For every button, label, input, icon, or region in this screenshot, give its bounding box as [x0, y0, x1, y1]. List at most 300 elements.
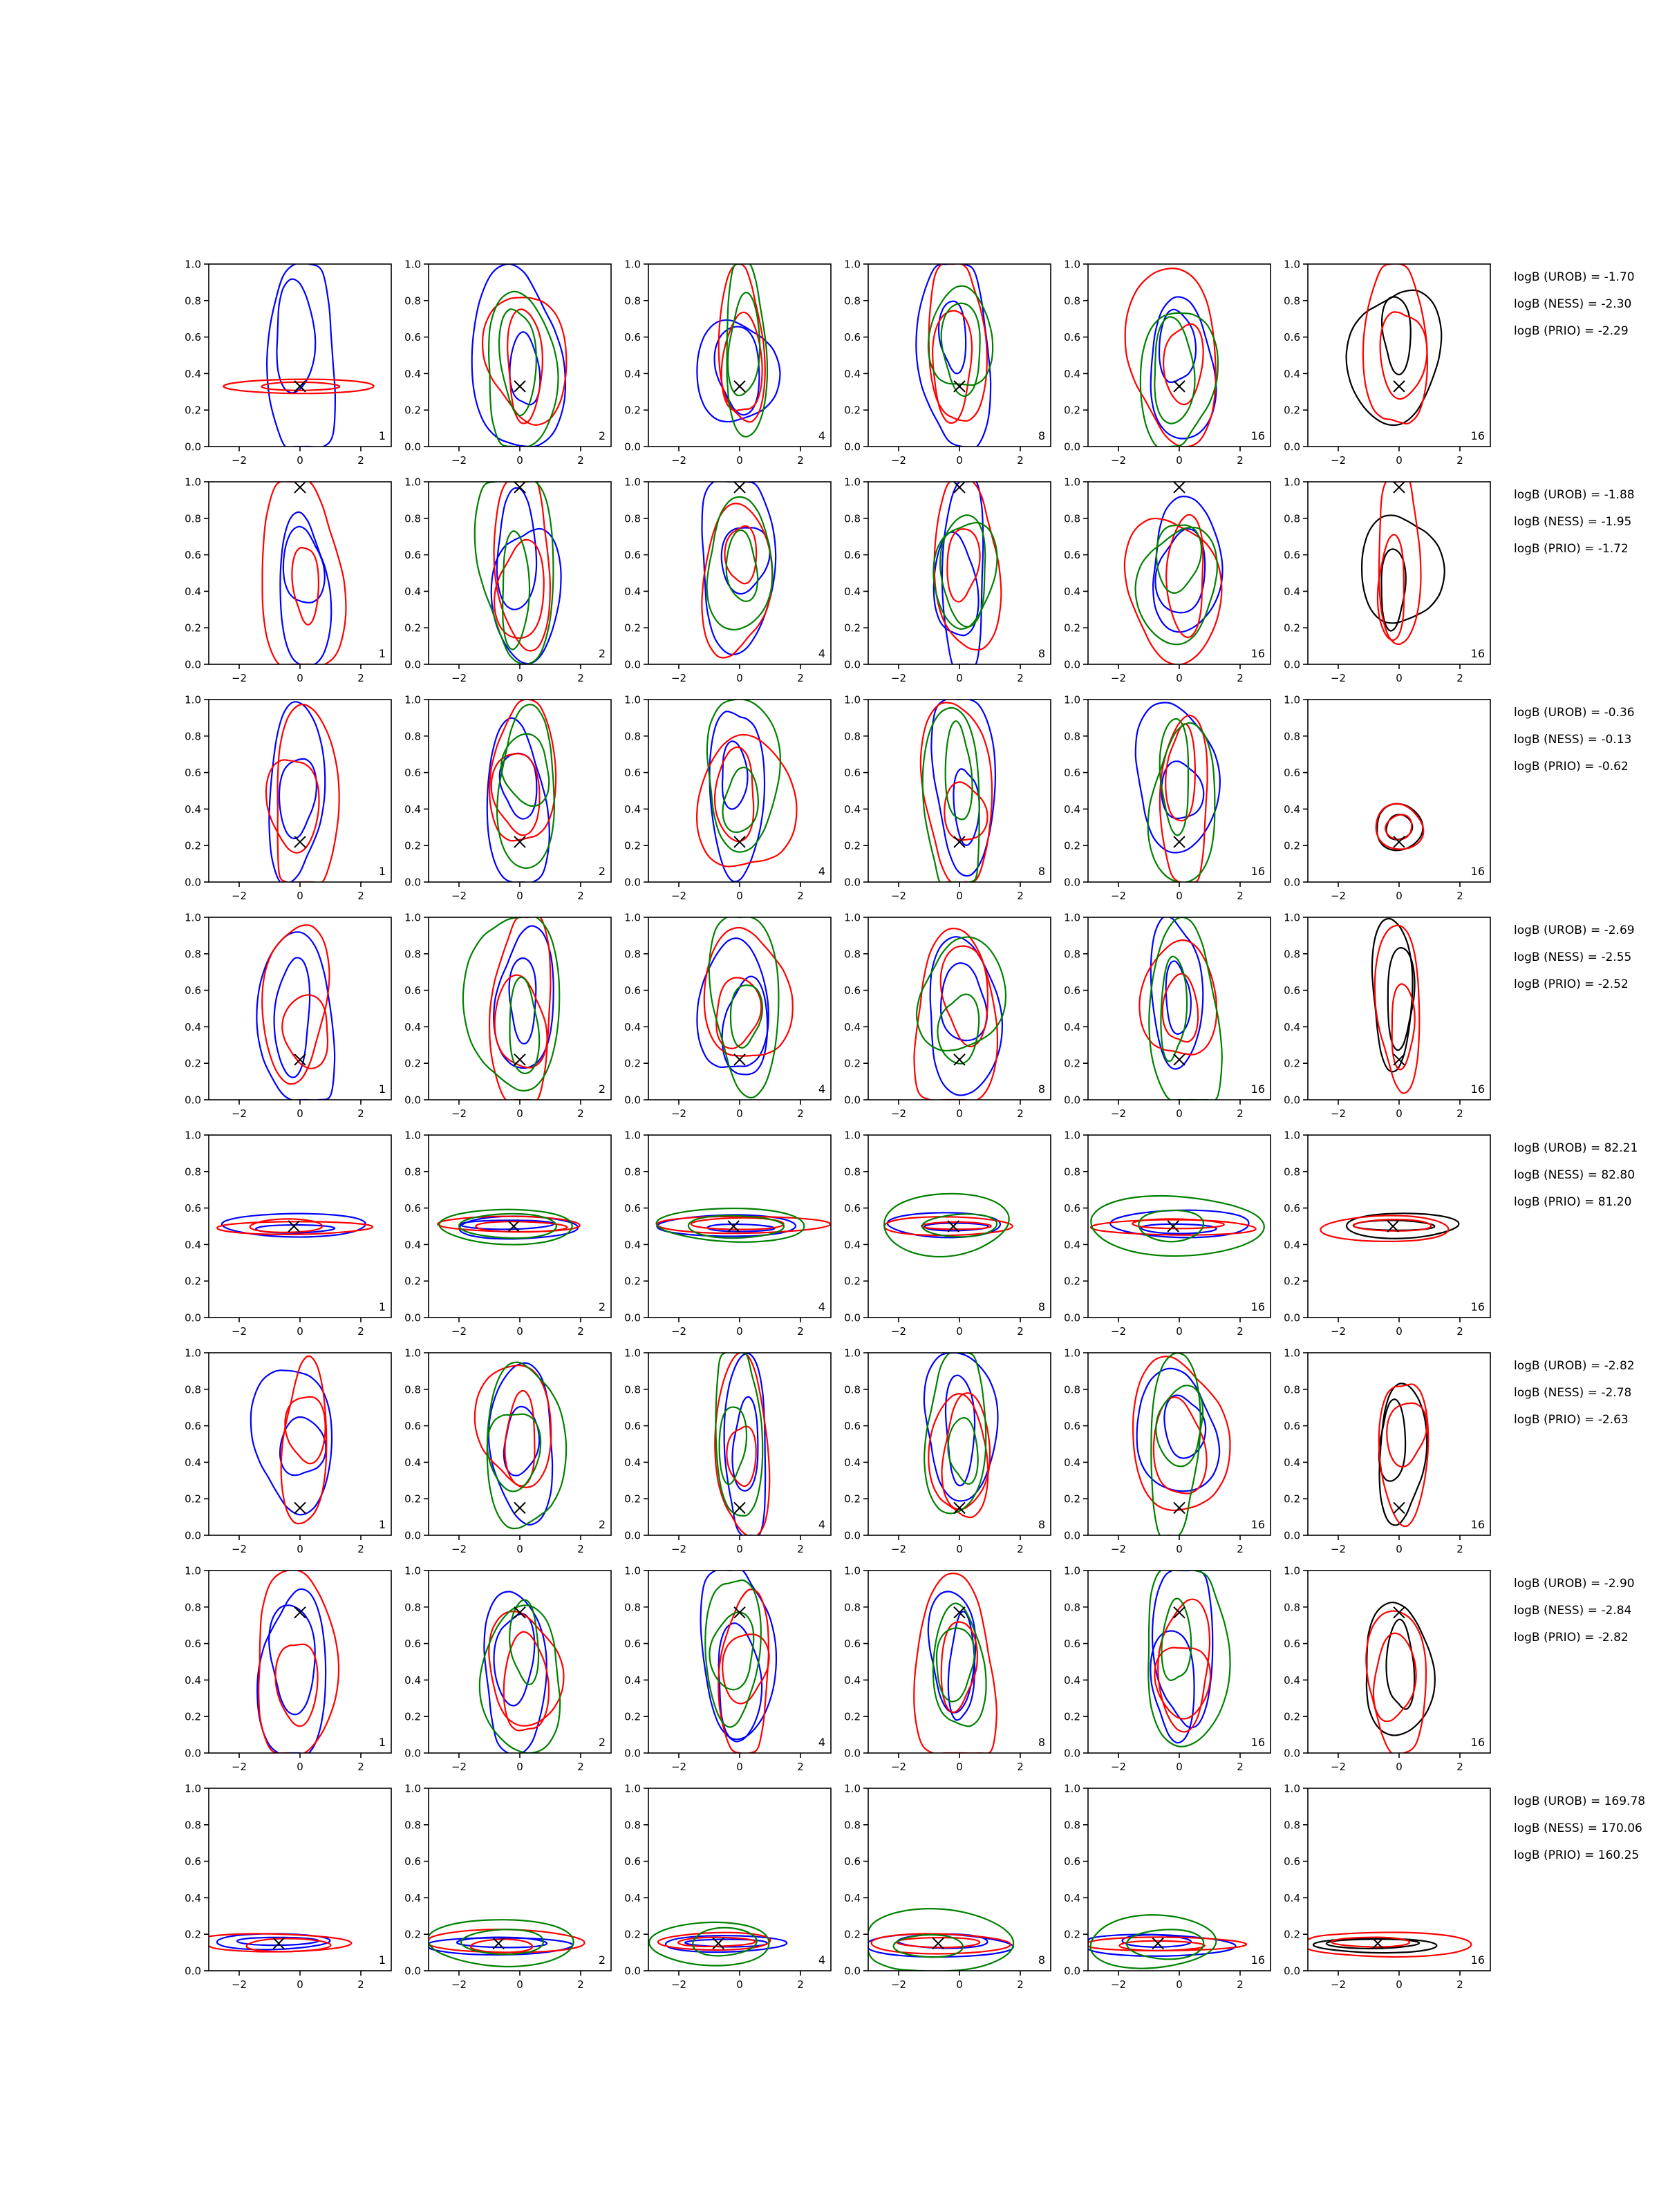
panel-label: 8 — [1038, 1082, 1045, 1096]
y-tick-label: 0.2 — [624, 1057, 641, 1070]
x-tick-label: −2 — [1330, 1325, 1347, 1338]
contour-red-level-2 — [507, 309, 543, 423]
contour-group — [702, 480, 776, 657]
contour-green-level-1 — [1141, 313, 1218, 448]
contour-group — [475, 480, 561, 664]
y-tick-label: 0.6 — [404, 1638, 421, 1651]
x-tick-label: −2 — [890, 1761, 907, 1773]
y-tick-label: 0.4 — [185, 1891, 201, 1904]
y-tick-label: 0.4 — [1284, 803, 1300, 816]
y-tick-label: 0.6 — [624, 1638, 641, 1651]
y-tick-label: 0.2 — [1284, 839, 1300, 852]
contour-green-level-2 — [461, 1929, 543, 1954]
x-tick-label: 2 — [1237, 1543, 1244, 1555]
y-tick-label: 0.4 — [1284, 367, 1300, 380]
axes-frame — [429, 917, 611, 1100]
contour-group — [487, 700, 556, 883]
x-tick-label: 2 — [1456, 1543, 1463, 1555]
x-tick-label: 2 — [797, 454, 804, 467]
x-tick-label: −2 — [231, 1543, 247, 1555]
contour-red-level-1 — [935, 480, 1002, 650]
contour-green-level-1 — [1091, 1196, 1264, 1256]
y-tick-label: 1.0 — [1284, 693, 1300, 706]
panel-label: 16 — [1470, 647, 1485, 660]
y-tick-label: 0.4 — [1064, 1456, 1080, 1469]
panel-label: 1 — [378, 1953, 386, 1967]
row-6-annotations — [1514, 1359, 1635, 1427]
x-tick-label: 0 — [297, 1543, 303, 1555]
x-tick-label: −2 — [890, 1107, 907, 1120]
y-tick-label: 0.6 — [624, 331, 641, 344]
panel-label: 8 — [1038, 1736, 1045, 1749]
contour-green-level-2 — [941, 303, 980, 396]
y-tick-label: 0.0 — [844, 1529, 861, 1542]
y-tick-label: 0.8 — [185, 1165, 201, 1179]
y-tick-label: 0.2 — [624, 404, 641, 417]
contour-red-level-2 — [495, 975, 547, 1068]
x-tick-label: 0 — [516, 890, 523, 902]
x-tick-label: −2 — [890, 890, 907, 902]
contour-green-level-2 — [1161, 957, 1187, 1062]
y-tick-label: 1.0 — [624, 1129, 641, 1142]
contour-red-level-1 — [262, 925, 329, 1084]
y-tick-label: 1.0 — [1064, 911, 1080, 924]
y-tick-label: 0.0 — [844, 1747, 861, 1760]
axes-frame — [429, 482, 611, 664]
row-1-annotations — [1514, 270, 1635, 338]
contour-blue-level-2 — [500, 753, 537, 819]
x-tick-label: 0 — [297, 1107, 303, 1120]
logb-annotation: logB (NESS) = -2.30 — [1514, 297, 1632, 311]
x-tick-label: 2 — [357, 672, 364, 684]
contour-group — [1362, 480, 1445, 644]
x-tick-label: −2 — [890, 1978, 907, 1991]
y-tick-label: 0.0 — [844, 1311, 861, 1324]
panel-r3-c3 — [624, 694, 831, 903]
x-tick-label: 2 — [1237, 1107, 1244, 1120]
truth-marker — [734, 836, 745, 847]
x-tick-label: 0 — [1176, 1325, 1183, 1338]
axes-frame — [429, 264, 611, 447]
y-tick-label: 1.0 — [404, 1564, 421, 1577]
y-tick-label: 0.6 — [1064, 331, 1080, 344]
logb-annotation: logB (NESS) = -2.84 — [1514, 1604, 1632, 1618]
y-tick-label: 0.0 — [844, 658, 861, 671]
y-tick-label: 0.2 — [844, 1275, 861, 1288]
panel-r2-c2 — [404, 476, 611, 685]
y-tick-label: 0.4 — [624, 585, 641, 598]
x-tick-label: 2 — [1237, 890, 1244, 902]
contour-group — [256, 925, 335, 1100]
y-tick-label: 0.2 — [185, 1492, 201, 1506]
contour-green-level-2 — [503, 531, 529, 649]
truth-marker — [273, 1938, 284, 1949]
y-tick-label: 1.0 — [185, 258, 201, 271]
panel-r1-c1 — [185, 259, 391, 467]
contour-red-level-1 — [914, 928, 997, 1100]
axes-frame — [209, 700, 391, 882]
x-tick-label: 2 — [357, 1761, 364, 1773]
logb-annotation: logB (NESS) = -2.78 — [1514, 1386, 1632, 1400]
y-tick-label: 0.8 — [624, 948, 641, 961]
panel-r6-c5 — [1064, 1347, 1271, 1556]
panel-r1-c3 — [624, 259, 831, 467]
contour-group — [1087, 1915, 1246, 1968]
panel-r4-c1 — [185, 912, 391, 1121]
y-tick-label: 0.0 — [1284, 1747, 1300, 1760]
y-tick-label: 0.0 — [404, 1311, 421, 1324]
panel-label: 2 — [598, 647, 606, 660]
x-tick-label: 0 — [956, 890, 963, 902]
panel-label: 1 — [378, 1300, 386, 1313]
y-tick-label: 0.4 — [844, 1238, 861, 1251]
y-tick-label: 0.8 — [404, 294, 421, 308]
y-tick-label: 0.8 — [844, 512, 861, 525]
y-tick-label: 0.0 — [624, 1094, 641, 1107]
y-tick-label: 0.4 — [844, 1891, 861, 1904]
y-tick-label: 0.2 — [1064, 1710, 1080, 1723]
panel-label: 4 — [818, 1736, 825, 1749]
y-tick-label: 0.8 — [844, 1383, 861, 1396]
x-tick-label: 0 — [297, 672, 303, 684]
y-tick-label: 0.4 — [1064, 803, 1080, 816]
x-tick-label: 2 — [1456, 1107, 1463, 1120]
x-tick-label: 0 — [956, 1107, 963, 1120]
contour-red-level-2 — [1380, 312, 1427, 399]
y-tick-label: 1.0 — [624, 1782, 641, 1795]
y-tick-label: 0.4 — [404, 585, 421, 598]
y-tick-label: 1.0 — [1064, 1129, 1080, 1142]
x-tick-label: −2 — [451, 1107, 467, 1120]
contour-red-level-2 — [724, 526, 756, 583]
panel-r6-c6 — [1284, 1347, 1490, 1556]
y-tick-label: 0.4 — [404, 1456, 421, 1469]
y-tick-label: 0.4 — [1284, 1020, 1300, 1033]
x-tick-label: −2 — [1110, 1543, 1127, 1555]
y-tick-label: 0.0 — [624, 1747, 641, 1760]
y-tick-label: 0.4 — [844, 1674, 861, 1687]
panel-label: 2 — [598, 1736, 606, 1749]
contour-group — [914, 1573, 997, 1754]
y-tick-label: 0.6 — [1284, 549, 1300, 562]
panel-label: 16 — [1470, 1518, 1485, 1531]
y-tick-label: 0.2 — [404, 839, 421, 852]
panel-label: 8 — [1038, 647, 1045, 660]
panel-label: 16 — [1250, 1953, 1265, 1967]
y-tick-label: 0.2 — [1284, 1928, 1300, 1941]
x-tick-label: −2 — [1330, 1761, 1347, 1773]
panel-r8-c3 — [624, 1783, 831, 1991]
contour-blue-level-2 — [941, 963, 987, 1040]
x-tick-label: 2 — [797, 1978, 804, 1991]
contour-green-level-1 — [1149, 917, 1221, 1101]
y-tick-label: 1.0 — [844, 693, 861, 706]
y-tick-label: 0.4 — [1064, 1238, 1080, 1251]
panel-r7-c1 — [185, 1565, 391, 1774]
contour-red-level-1 — [928, 1394, 988, 1517]
y-tick-label: 0.6 — [185, 767, 201, 780]
axes-frame — [1308, 264, 1490, 447]
contour-red-level-1 — [489, 1611, 563, 1725]
x-tick-label: 2 — [1017, 1325, 1024, 1338]
y-tick-label: 0.4 — [404, 1020, 421, 1033]
x-tick-label: −2 — [1330, 454, 1347, 467]
x-tick-label: 2 — [1017, 1107, 1024, 1120]
panel-r5-c3 — [624, 1130, 831, 1338]
contour-red-level-1 — [1125, 268, 1216, 447]
y-tick-label: 0.6 — [185, 549, 201, 562]
x-tick-label: −2 — [1110, 1761, 1127, 1773]
y-tick-label: 0.6 — [404, 1855, 421, 1868]
truth-marker — [1394, 1607, 1405, 1618]
y-tick-label: 0.0 — [1064, 440, 1080, 453]
y-tick-label: 0.2 — [1064, 1492, 1080, 1506]
contour-group — [1091, 1196, 1264, 1256]
truth-marker — [514, 1607, 525, 1618]
row-3-annotations — [1514, 706, 1635, 774]
y-tick-label: 0.6 — [624, 1855, 641, 1868]
contour-blue-level-2 — [276, 279, 315, 393]
y-tick-label: 0.4 — [404, 1674, 421, 1687]
y-tick-label: 0.4 — [624, 1674, 641, 1687]
x-tick-label: 0 — [736, 672, 743, 684]
contour-group — [257, 1570, 339, 1754]
y-tick-label: 0.6 — [404, 1420, 421, 1433]
panel-r5-c6 — [1284, 1130, 1490, 1338]
contour-red-level-1 — [1087, 1937, 1246, 1951]
x-tick-label: 0 — [736, 1761, 743, 1773]
y-tick-label: 1.0 — [1284, 258, 1300, 271]
y-tick-label: 0.2 — [1284, 621, 1300, 635]
contour-green-level-1 — [428, 1920, 573, 1967]
y-tick-label: 0.2 — [844, 1928, 861, 1941]
y-tick-label: 0.0 — [185, 1311, 201, 1324]
logb-annotation: logB (UROB) = 169.78 — [1514, 1794, 1646, 1808]
y-tick-label: 1.0 — [1064, 1564, 1080, 1577]
truth-marker — [954, 836, 965, 847]
logb-annotation: logB (PRIO) = -2.63 — [1514, 1413, 1629, 1427]
y-tick-label: 0.0 — [404, 1094, 421, 1107]
y-tick-label: 1.0 — [185, 1347, 201, 1360]
x-tick-label: 0 — [516, 1978, 523, 1991]
y-tick-label: 0.4 — [185, 1020, 201, 1033]
x-tick-label: 2 — [1456, 672, 1463, 684]
y-tick-label: 0.0 — [1284, 1529, 1300, 1542]
x-tick-label: 0 — [297, 1325, 303, 1338]
y-tick-label: 0.2 — [404, 1492, 421, 1506]
y-tick-label: 0.4 — [624, 803, 641, 816]
x-tick-label: 2 — [357, 890, 364, 902]
panel-label: 1 — [378, 1518, 386, 1531]
y-tick-label: 0.0 — [185, 440, 201, 453]
y-tick-label: 0.6 — [185, 1855, 201, 1868]
y-tick-label: 0.6 — [404, 331, 421, 344]
y-tick-label: 0.2 — [1064, 1057, 1080, 1070]
contour-green-level-2 — [1161, 1598, 1191, 1680]
x-tick-label: 2 — [1237, 672, 1244, 684]
x-tick-label: 2 — [1237, 1325, 1244, 1338]
panel-label: 2 — [598, 1300, 606, 1313]
logb-annotation: logB (UROB) = 82.21 — [1514, 1141, 1638, 1155]
y-tick-label: 0.2 — [185, 1057, 201, 1070]
y-tick-label: 0.6 — [185, 331, 201, 344]
y-tick-label: 0.8 — [1284, 1819, 1300, 1832]
panel-r8-c5 — [1064, 1783, 1271, 1991]
y-tick-label: 0.2 — [1064, 1275, 1080, 1288]
contour-blue-level-1 — [489, 1363, 552, 1525]
y-tick-label: 0.4 — [1284, 1456, 1300, 1469]
axes-frame — [1308, 700, 1490, 882]
x-tick-label: −2 — [1330, 1543, 1347, 1555]
x-tick-label: −2 — [671, 454, 687, 467]
logb-annotation: logB (PRIO) = -2.29 — [1514, 324, 1629, 338]
y-tick-label: 0.2 — [844, 1057, 861, 1070]
y-tick-label: 0.6 — [404, 549, 421, 562]
contour-red-level-1 — [702, 503, 772, 657]
y-tick-label: 0.0 — [185, 658, 201, 671]
truth-marker — [1174, 482, 1185, 493]
x-tick-label: 2 — [797, 1543, 804, 1555]
y-tick-label: 0.6 — [844, 1855, 861, 1868]
y-tick-label: 0.6 — [1284, 1420, 1300, 1433]
y-tick-label: 0.6 — [185, 1202, 201, 1215]
x-tick-label: 0 — [1396, 890, 1403, 902]
y-tick-label: 0.0 — [624, 440, 641, 453]
axes-frame — [648, 1571, 831, 1753]
contour-group — [1125, 268, 1218, 448]
panel-r7-c6 — [1284, 1565, 1490, 1774]
axes-frame — [648, 1788, 831, 1971]
x-tick-label: −2 — [451, 1761, 467, 1773]
truth-marker — [508, 1221, 519, 1232]
contour-red-level-1 — [489, 915, 550, 1101]
logb-annotation: logB (PRIO) = -1.72 — [1514, 542, 1629, 556]
y-tick-label: 0.0 — [404, 1529, 421, 1542]
contour-group — [263, 480, 346, 666]
y-tick-label: 0.8 — [1284, 294, 1300, 308]
contour-blue-level-1 — [710, 711, 765, 881]
x-tick-label: −2 — [1330, 890, 1347, 902]
truth-marker — [294, 836, 306, 847]
panel-r7-c4 — [844, 1565, 1051, 1774]
panel-label: 4 — [818, 1518, 825, 1531]
y-tick-label: 0.0 — [624, 876, 641, 889]
y-tick-label: 0.0 — [844, 440, 861, 453]
axes-frame — [209, 264, 391, 447]
panel-r8-c4 — [844, 1783, 1051, 1991]
contour-group — [884, 1194, 1013, 1257]
contour-green-level-2 — [459, 1214, 556, 1238]
panel-label: 2 — [598, 1518, 606, 1531]
x-tick-label: 0 — [1396, 1978, 1403, 1991]
contour-group — [697, 917, 793, 1098]
y-tick-label: 1.0 — [844, 1129, 861, 1142]
x-tick-label: −2 — [1110, 454, 1127, 467]
y-tick-label: 0.6 — [844, 767, 861, 780]
panel-label: 16 — [1470, 865, 1485, 878]
panel-r6-c4 — [844, 1347, 1051, 1556]
y-tick-label: 0.2 — [404, 621, 421, 635]
y-tick-label: 0.0 — [1064, 1311, 1080, 1324]
logb-annotation: logB (NESS) = -2.55 — [1514, 950, 1632, 964]
panel-r5-c1 — [185, 1130, 391, 1338]
x-tick-label: −2 — [231, 1107, 247, 1120]
x-tick-label: 0 — [1396, 1325, 1403, 1338]
contour-blue-level-1 — [494, 926, 553, 1068]
y-tick-label: 0.8 — [1064, 512, 1080, 525]
panel-label: 1 — [378, 865, 386, 878]
contour-black-level-2 — [1382, 297, 1411, 375]
y-tick-label: 0.6 — [1064, 1202, 1080, 1215]
y-tick-label: 0.6 — [1284, 331, 1300, 344]
panel-r4-c4 — [844, 912, 1051, 1121]
panel-label: 16 — [1470, 1082, 1485, 1096]
x-tick-label: −2 — [890, 672, 907, 684]
y-tick-label: 1.0 — [185, 1782, 201, 1795]
y-tick-label: 0.2 — [185, 1928, 201, 1941]
axes-frame — [868, 264, 1051, 447]
y-tick-label: 0.0 — [404, 1747, 421, 1760]
y-tick-label: 0.4 — [844, 1020, 861, 1033]
logb-annotation: logB (PRIO) = -2.82 — [1514, 1631, 1629, 1644]
y-tick-label: 0.0 — [1284, 658, 1300, 671]
axes-frame — [868, 1571, 1051, 1753]
x-tick-label: 2 — [1456, 1761, 1463, 1773]
y-tick-label: 1.0 — [1284, 476, 1300, 489]
y-tick-label: 0.8 — [185, 948, 201, 961]
x-tick-label: −2 — [1110, 890, 1127, 902]
panel-r6-c3 — [624, 1347, 831, 1556]
truth-marker — [514, 1502, 525, 1513]
panel-r2-c6 — [1284, 476, 1490, 685]
x-tick-label: 2 — [577, 672, 584, 684]
y-tick-label: 0.6 — [624, 767, 641, 780]
contour-blue-level-2 — [939, 301, 966, 374]
logb-annotation: logB (PRIO) = -2.52 — [1514, 977, 1629, 991]
y-tick-label: 0.8 — [624, 512, 641, 525]
axes-frame — [1088, 917, 1271, 1100]
y-tick-label: 0.6 — [624, 1420, 641, 1433]
y-tick-label: 1.0 — [844, 476, 861, 489]
x-tick-label: 0 — [297, 454, 303, 467]
y-tick-label: 0.6 — [1064, 549, 1080, 562]
axes-frame — [1088, 1571, 1271, 1753]
y-tick-label: 0.6 — [1284, 984, 1300, 997]
panel-r1-c6 — [1284, 259, 1490, 467]
truth-marker — [954, 381, 965, 392]
axes-frame — [1088, 700, 1271, 882]
x-tick-label: −2 — [451, 1325, 467, 1338]
x-tick-label: 0 — [736, 1325, 743, 1338]
x-tick-label: 2 — [357, 1107, 364, 1120]
y-tick-label: 0.4 — [844, 1456, 861, 1469]
x-tick-label: 0 — [516, 1107, 523, 1120]
contour-group — [223, 263, 373, 448]
truth-marker — [1394, 1502, 1405, 1513]
x-tick-label: −2 — [1110, 1978, 1127, 1991]
y-tick-label: 0.6 — [404, 1202, 421, 1215]
contour-blue-level-1 — [257, 1589, 326, 1754]
contour-green-level-2 — [487, 1414, 541, 1492]
y-tick-label: 0.8 — [185, 512, 201, 525]
panel-label: 16 — [1250, 647, 1265, 660]
y-tick-label: 0.8 — [1284, 1383, 1300, 1396]
y-tick-label: 0.0 — [1284, 1311, 1300, 1324]
y-tick-label: 0.8 — [404, 948, 421, 961]
panel-r7-c5 — [1064, 1565, 1271, 1774]
y-tick-label: 0.6 — [624, 549, 641, 562]
x-tick-label: −2 — [671, 1978, 687, 1991]
